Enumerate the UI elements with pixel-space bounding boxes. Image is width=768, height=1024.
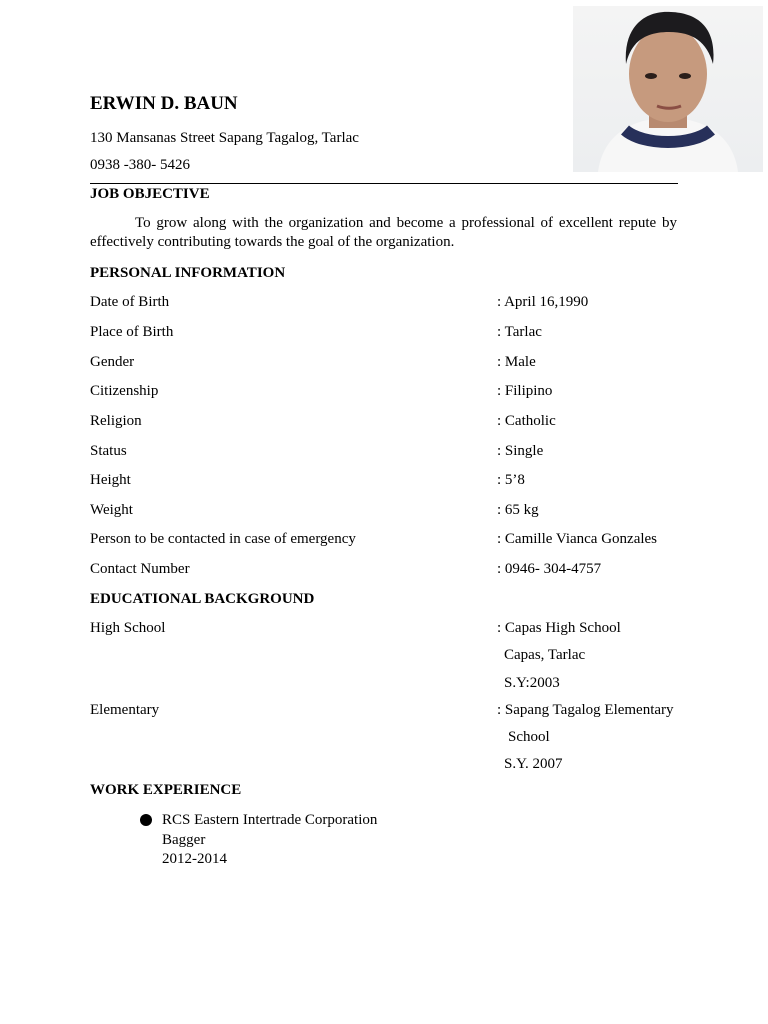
personal-value: : Male xyxy=(497,354,536,370)
high-school-location: Capas, Tarlac xyxy=(504,647,586,663)
personal-value: : Filipino xyxy=(497,383,553,399)
elementary-school-name: : Sapang Tagalog Elementary xyxy=(497,702,674,718)
personal-info-heading: PERSONAL INFORMATION xyxy=(90,265,286,281)
personal-label: Citizenship xyxy=(90,383,159,399)
personal-label: Place of Birth xyxy=(90,324,174,340)
high-school-year: S.Y:2003 xyxy=(504,675,560,691)
work-years: 2012-2014 xyxy=(162,851,227,867)
personal-value: : Single xyxy=(497,443,544,459)
personal-label: Religion xyxy=(90,413,142,429)
header-divider xyxy=(90,183,678,184)
high-school-name: : Capas High School xyxy=(497,620,621,636)
address: 130 Mansanas Street Sapang Tagalog, Tarlac xyxy=(90,130,359,146)
personal-label: Person to be contacted in case of emergency xyxy=(90,531,356,547)
personal-value: : Tarlac xyxy=(497,324,542,340)
bullet-icon xyxy=(140,814,152,826)
personal-label: Contact Number xyxy=(90,561,190,577)
personal-value: : 65 kg xyxy=(497,502,539,518)
personal-label: Gender xyxy=(90,354,135,370)
elementary-year: S.Y. 2007 xyxy=(504,756,563,772)
phone-number: 0938 -380- 5426 xyxy=(90,157,190,173)
personal-value: : 0946- 304-4757 xyxy=(497,561,602,577)
personal-label: Height xyxy=(90,472,131,488)
job-objective-heading: JOB OBJECTIVE xyxy=(90,186,210,202)
applicant-name: ERWIN D. BAUN xyxy=(90,93,238,114)
personal-value: : Catholic xyxy=(497,413,556,429)
elementary-label: Elementary xyxy=(90,702,160,718)
work-company: RCS Eastern Intertrade Corporation xyxy=(162,812,378,828)
personal-value: : April 16,1990 xyxy=(497,294,589,310)
personal-value: : 5’8 xyxy=(497,472,525,488)
personal-label: Status xyxy=(90,443,127,459)
job-objective-text: To grow along with the organization and become a professional of excellent repute by effectively contributing towards the goal of the organization. xyxy=(90,215,677,250)
personal-value: : Camille Vianca Gonzales xyxy=(497,531,658,547)
work-position: Bagger xyxy=(162,832,206,848)
elementary-school-name-cont: School xyxy=(508,729,550,745)
personal-label: Weight xyxy=(90,502,133,518)
education-heading: EDUCATIONAL BACKGROUND xyxy=(90,591,315,607)
profile-photo xyxy=(573,6,763,172)
work-experience-heading: WORK EXPERIENCE xyxy=(90,782,242,798)
high-school-label: High School xyxy=(90,620,166,636)
personal-label: Date of Birth xyxy=(90,294,170,310)
